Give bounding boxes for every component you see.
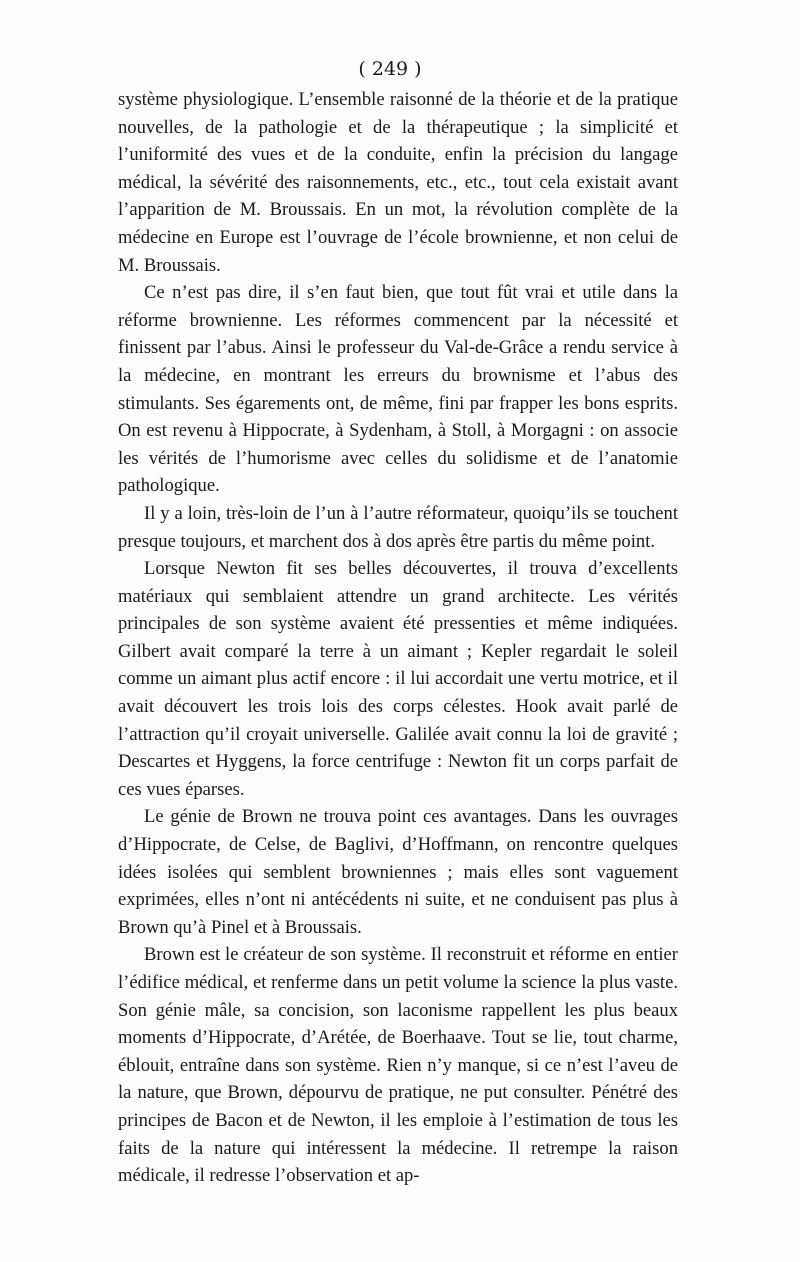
- body-text: [118, 86, 678, 1190]
- paragraph: Lorsque Newton fit ses belles découvertes, il trouva d’excellents matériaux qui semblaient attendre un grand architecte. Les vérités principales de son système avaient été pressenties et même indiquées. Gilbert avait comparé la terre à un aimant ; Kepler regardait le soleil comme un aimant plus actif encore : il lui accordait une vertu motrice, et il avait découvert les trois lois des corps célestes. Hook avait parlé de l’attraction qu’il croyait universelle. Galilée avait connu la loi de gravité ; Descartes et Hyggens, la force centrifuge : Newton fit un corps parfait de ces vues éparses.: [118, 558, 678, 800]
- paragraph: Le génie de Brown ne trouva point ces avantages. Dans les ouvrages d’Hippocrate, de Celse, de Baglivi, d’Hoffmann, on rencontre quelques idées isolées qui semblent browniennes ; mais elles sont vaguement exprimées, elles n’ont ni antécédents ni suite, et ne conduisent pas plus à Brown qu’à Pinel et à Broussais.: [118, 806, 678, 938]
- page-number: ( 249 ): [358, 58, 422, 80]
- paragraph: Il y a loin, très-loin de l’un à l’autre réformateur, quoiqu’ils se touchent presque toujours, et marchent dos à dos après être partis du même point.: [118, 502, 678, 552]
- paragraph: Brown est le créateur de son système. Il reconstruit et réforme en entier l’édifice médical, et renferme dans un petit volume la science la plus vaste. Son génie mâle, sa concision, son laconisme rappellent les plus beaux moments d’Hippocrate, d’Arétée, de Boerhaave. Tout se lie, tout charme, éblouit, entraîne dans son système. Rien n’y manque, si ce n’est l’aveu de la nature, que Brown, dépourvu de pratique, ne put consulter. Pénétré des principes de Bacon et de Newton, il les emploie à l’estimation de tous les faits de la nature qui intéressent la médecine. Il retrempe la raison médicale, il redresse l’observation et ap-: [118, 944, 678, 1187]
- paragraph: Ce n’est pas dire, il s’en faut bien, que tout fût vrai et utile dans la réforme brownienne. Les réformes commencent par la nécessité et finissent par l’abus. Ainsi le professeur du Val-de-Grâce a rendu service à la médecine, en montrant les erreurs du brownisme et l’abus des stimulants. Ses égarements ont, de même, fini par frapper les bons esprits. On est revenu à Hippocrate, à Sydenham, à Stoll, à Morgagni : on associe les vérités de l’humorisme avec celles du solidisme et de l’anatomie pathologique.: [118, 282, 678, 497]
- paragraph-continuation: système physiologique. L’ensemble raisonné de la théorie et de la pratique nouvelles, de la pathologie et de la thérapeutique ; la simplicité et l’uniformité des vues et de la conduite, enfin la précision du langage médical, la sévérité des raisonnements, etc., etc., tout cela existait avant l’apparition de M. Broussais. En un mot, la révolution complète de la médecine en Europe est l’ouvrage de l’école brownienne, et non celui de M. Broussais.: [118, 89, 678, 276]
